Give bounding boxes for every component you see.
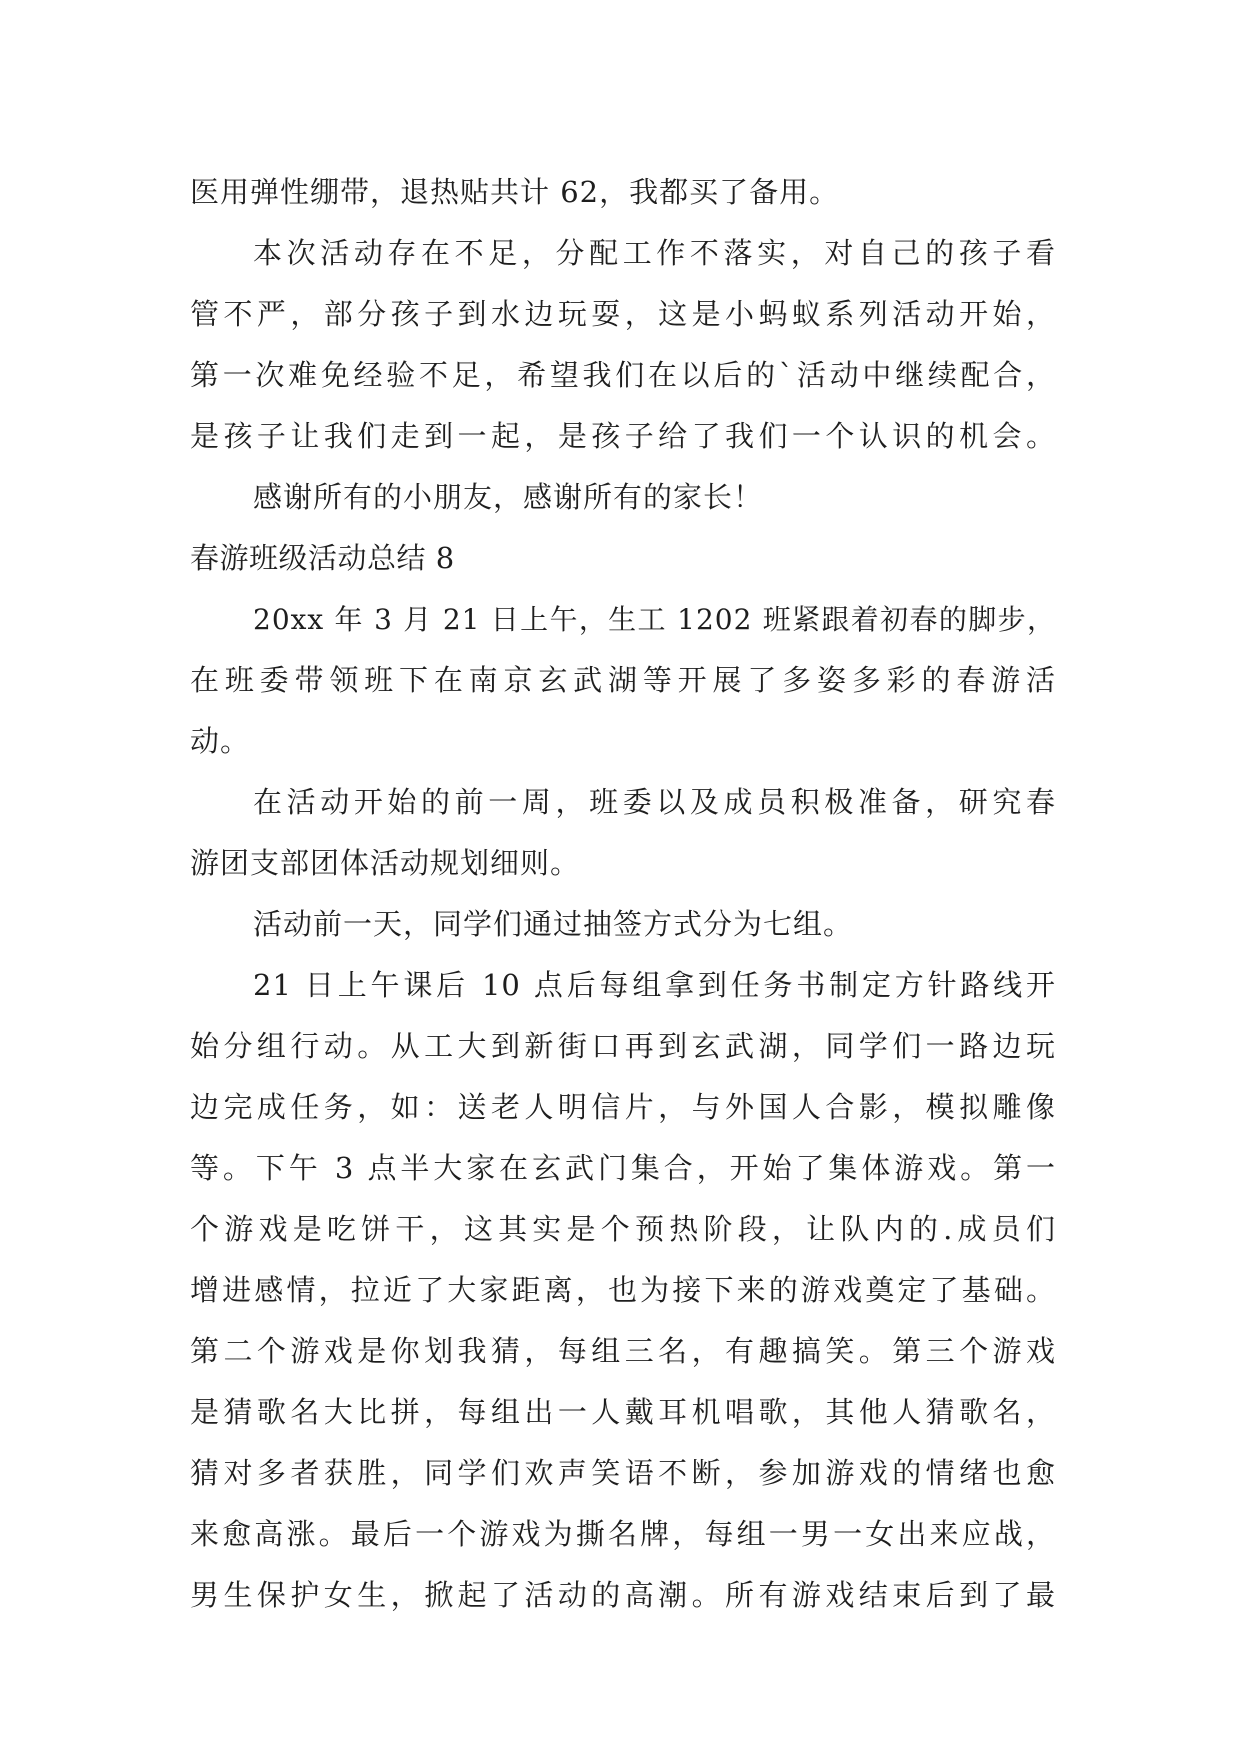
- text-line: 第二个游戏是你划我猜，每组三名，有趣搞笑。第三个游戏: [190, 1334, 1056, 1368]
- text-line: 感谢所有的小朋友，感谢所有的家长！: [253, 480, 764, 514]
- text-line: 20xx 年 3 月 21 日上午，生工 1202 班紧跟着初春的脚步，: [253, 603, 1056, 636]
- text-line: 男生保护女生，掀起了活动的高潮。所有游戏结束后到了最: [190, 1578, 1056, 1612]
- text-line: 增进感情，拉近了大家距离，也为接下来的游戏奠定了基础。: [190, 1273, 1056, 1307]
- text-line: 是孩子让我们走到一起，是孩子给了我们一个认识的机会。: [190, 419, 1056, 453]
- text-line: 本次活动存在不足，分配工作不落实，对自己的孩子看: [253, 236, 1056, 270]
- text-line: 是猜歌名大比拼，每组出一人戴耳机唱歌，其他人猜歌名，: [190, 1395, 1056, 1429]
- document-body: [190, 162, 1056, 1626]
- text-line: 边完成任务，如：送老人明信片，与外国人合影，模拟雕像: [190, 1090, 1056, 1124]
- text-line: 活动前一天，同学们通过抽签方式分为七组。: [253, 907, 854, 941]
- text-line: 第一次难免经验不足，希望我们在以后的`活动中继续配合，: [190, 358, 1056, 392]
- text-line: 在班委带领班下在南京玄武湖等开展了多姿多彩的春游活: [190, 663, 1056, 697]
- text-line: 个游戏是吃饼干，这其实是个预热阶段，让队内的.成员们: [190, 1212, 1056, 1246]
- text-line: 21 日上午课后 10 点后每组拿到任务书制定方针路线开: [253, 968, 1056, 1002]
- text-line: 猜对多者获胜，同学们欢声笑语不断，参加游戏的情绪也愈: [190, 1456, 1056, 1490]
- text-line: 游团支部团体活动规划细则。: [190, 846, 581, 880]
- text-line: 动。: [190, 724, 251, 758]
- text-line: 医用弹性绷带，退热贴共计 62，我都买了备用。: [190, 175, 840, 209]
- text-line: 管不严，部分孩子到水边玩耍，这是小蚂蚁系列活动开始，: [190, 297, 1056, 331]
- section-heading: 春游班级活动总结 8: [190, 541, 455, 575]
- text-line: 始分组行动。从工大到新街口再到玄武湖，同学们一路边玩: [190, 1029, 1056, 1063]
- text-line: 等。下午 3 点半大家在玄武门集合，开始了集体游戏。第一: [190, 1151, 1056, 1185]
- text-line: 来愈高涨。最后一个游戏为撕名牌，每组一男一女出来应战，: [190, 1517, 1056, 1551]
- text-line: 在活动开始的前一周，班委以及成员积极准备，研究春: [253, 785, 1056, 819]
